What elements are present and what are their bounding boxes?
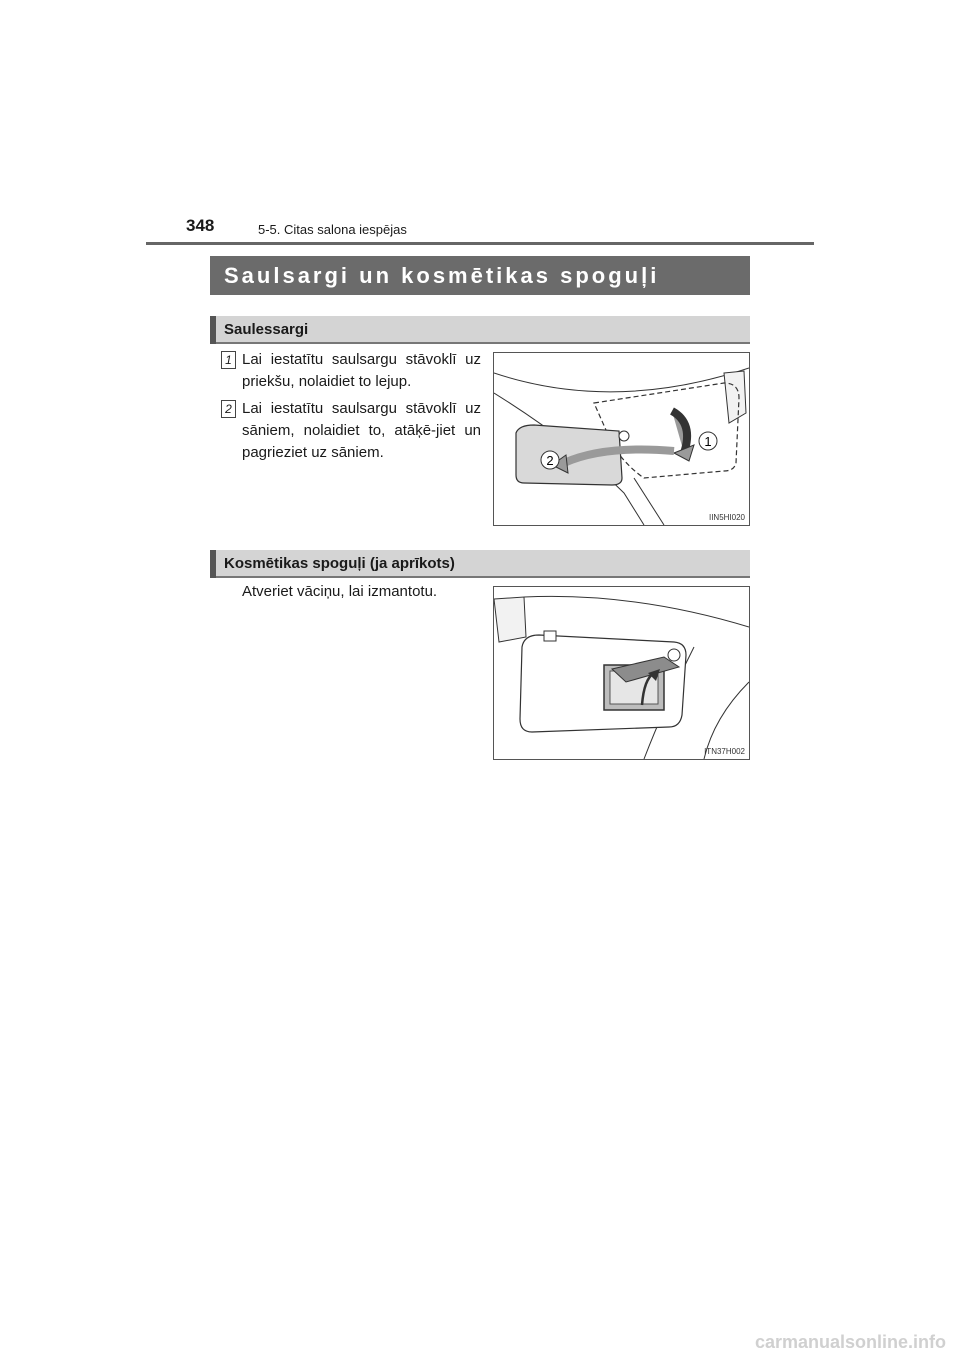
callout-1: 1 <box>704 434 712 449</box>
subheading-sun-visors <box>210 316 750 344</box>
step-number: 2 <box>221 400 236 418</box>
step-2 <box>221 398 481 464</box>
figure-id: ITN37H002 <box>704 747 745 756</box>
vanity-mirror-illustration <box>494 587 749 759</box>
page-number: 348 <box>186 216 215 235</box>
step-number: 1 <box>221 351 236 369</box>
subheading-vanity-mirrors <box>210 550 750 578</box>
sun-visor-illustration <box>494 353 749 525</box>
step-text: Lai iestatītu saulsargu stāvoklī uz priekšu, nolaidiet to lejup. <box>242 351 481 390</box>
subheading-bar <box>210 316 216 344</box>
subheading-bar <box>210 550 216 578</box>
sun-visor-figure <box>493 352 750 526</box>
subheading-label: Saulessargi <box>224 321 309 338</box>
header-rule <box>146 242 814 245</box>
body-text: Atveriet vāciņu, lai izmantotu. <box>242 583 438 600</box>
figure-id: IIN5HI020 <box>708 513 745 522</box>
step-1 <box>221 349 481 393</box>
section-title: Saulsargi un kosmētikas spoguļi <box>210 256 750 295</box>
subheading-label: Kosmētikas spoguļi (ja aprīkots) <box>224 555 455 572</box>
vanity-mirror-figure <box>493 586 750 760</box>
callout-2: 2 <box>546 453 554 468</box>
step-text: Lai iestatītu saulsargu stāvoklī uz sāniem, nolaidiet to, atāķē-jiet un pagrieziet uz sāniem. <box>242 400 481 461</box>
watermark: carmanualsonline.info <box>754 1332 946 1352</box>
running-head: 5-5. Citas salona iespējas <box>258 222 407 237</box>
